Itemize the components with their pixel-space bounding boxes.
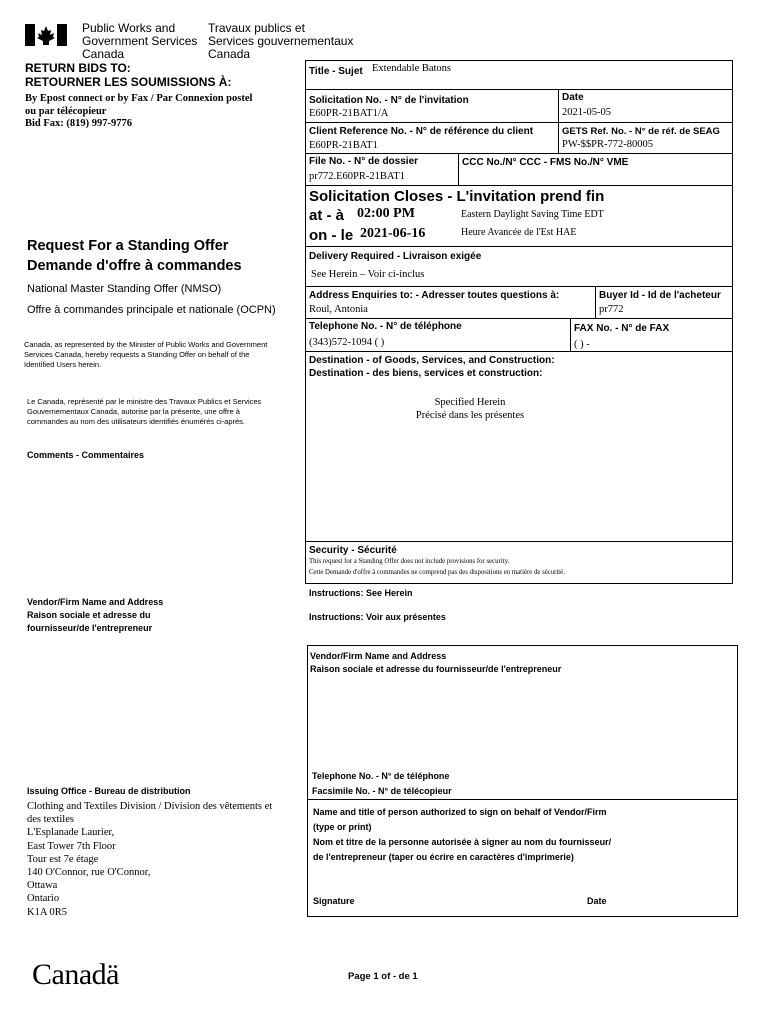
page-number: Page 1 of - de 1 <box>348 971 418 982</box>
closing-date-value: 2021-06-16 <box>360 226 426 241</box>
ccc-number-label: CCC No./N° CCC - FMS No./N° VME <box>462 157 629 168</box>
date-label: Date <box>562 92 584 103</box>
instructions-en: Instructions: See Herein <box>309 588 413 598</box>
security-text-en: This request for a Standing Offer does not include provisions for security. <box>309 558 510 565</box>
vendor-firm-label: Vendor/Firm Name and Address <box>310 651 447 661</box>
vendor-telephone-label: Telephone No. - N° de téléphone <box>312 771 450 781</box>
fax-value: ( ) - <box>574 339 590 350</box>
timezone-fr: Heure Avancée de l'Est HAE <box>461 227 577 238</box>
instructions-fr: Instructions: Voir aux présentes <box>309 612 446 622</box>
comments-label: Comments - Commentaires <box>27 450 145 460</box>
nmso-label: National Master Standing Offer (NMSO) <box>27 283 222 295</box>
on-label: on - le <box>309 227 354 244</box>
gets-reference-label: GETS Ref. No. - N° de réf. de SEAG <box>562 126 720 137</box>
solicitation-number-value: E60PR-21BAT1/A <box>309 108 389 119</box>
return-bids-instructions: By Epost connect or by Fax / Par Connexion postel ou par télécopieur Bid Fax: (819) 997-9776 <box>25 93 253 129</box>
title-value: Extendable Batons <box>372 63 452 74</box>
solicitation-number-label: Solicitation No. - N° de l'invitation <box>309 95 469 106</box>
vendor-firm-label-left: Vendor/Firm Name and Address Raison sociale et adresse du fournisseur/de l'entrepreneur <box>27 597 164 633</box>
destination-value: Specified Herein Précisé dans les présentes <box>415 397 525 421</box>
address-enquiries-label: Address Enquiries to: - Adresser toutes questions à: <box>309 290 560 301</box>
solicitation-closes-heading: Solicitation Closes - L'invitation prend fin <box>309 188 605 205</box>
request-paragraph-fr: Le Canada, représenté par le ministre des Travaux Publics et Services Gouvernementaux Canada, autorise par la présente, une offre à commandes au nom des utilisateurs identifiés énumérés ci-après. <box>27 397 262 426</box>
buyer-id-value: pr772 <box>599 304 624 315</box>
department-name-en: Public Works and Government Services Canada <box>82 21 198 61</box>
client-reference-value: E60PR-21BAT1 <box>309 140 378 151</box>
issuing-office-address: Clothing and Textiles Division / Division des vêtements et des textiles L'Esplanade Laurier, East Tower 7th Floor Tour est 7e étage 140 O'Connor, rue O'Connor, Ottawa Ontario K1A 0R5 <box>27 801 273 918</box>
buyer-id-label: Buyer Id - Id de l'acheteur <box>599 290 721 301</box>
vendor-facsimile-label: Facsimile No. - N° de télécopieur <box>312 786 452 796</box>
closing-time-value: 02:00 PM <box>357 206 415 221</box>
canada-flag-icon <box>25 24 67 46</box>
delivery-required-value: See Herein – Voir ci-inclus <box>311 269 425 280</box>
date-value: 2021-05-05 <box>562 107 611 118</box>
address-enquiries-value: Roul, Antonia <box>309 304 368 315</box>
return-bids-heading: RETURN BIDS TO: RETOURNER LES SOUMISSIONS À: <box>25 61 232 89</box>
destination-label-en: Destination - of Goods, Services, and Construction: <box>309 355 555 366</box>
client-reference-label: Client Reference No. - N° de référence du client <box>309 126 534 137</box>
file-number-value: pr772.E60PR-21BAT1 <box>309 171 405 182</box>
vendor-firm-box <box>307 645 738 917</box>
security-label: Security - Sécurité <box>309 545 397 556</box>
ocpn-label: Offre à commandes principale et nationale (OCPN) <box>27 304 276 316</box>
at-label: at - à <box>309 207 345 224</box>
vendor-firm-label-fr: Raison sociale et adresse du fournisseur/de l'entrepreneur <box>310 664 562 674</box>
gets-reference-value: PW-$$PR-772-80005 <box>562 139 654 150</box>
department-name-fr: Travaux publics et Services gouvernementaux Canada <box>208 21 354 61</box>
signature-label: Signature <box>313 896 355 906</box>
fax-label: FAX No. - N° de FAX <box>574 323 670 334</box>
document-title: Request For a Standing Offer Demande d'offre à commandes <box>27 238 242 274</box>
file-number-label: File No. - N° de dossier <box>309 156 419 167</box>
title-label: Title - Sujet <box>309 66 363 77</box>
destination-label-fr: Destination - des biens, services et construction: <box>309 368 543 379</box>
request-paragraph-en: Canada, as represented by the Minister of Public Works and Government Services Canada, hereby requests a Standing Offer on behalf of the Identified Users herein. <box>24 340 268 369</box>
authorized-signer-label: Name and title of person authorized to sign on behalf of Vendor/Firm (type or print) Nom et titre de la personne autorisée à signer au nom du fournisseur/ de l'entrepreneur (taper ou écrire en caractères d'imprimerie) <box>313 807 612 862</box>
security-text-fr: Cette Demande d'offre à commandes ne comprend pas des dispositions en matière de sécurité. <box>309 569 565 576</box>
issuing-office-label: Issuing Office - Bureau de distribution <box>27 786 191 796</box>
canada-wordmark: Canadä <box>32 958 119 991</box>
timezone-en: Eastern Daylight Saving Time EDT <box>461 209 604 220</box>
signature-date-label: Date <box>587 896 607 906</box>
telephone-label: Telephone No. - N° de téléphone <box>309 321 462 332</box>
delivery-required-label: Delivery Required - Livraison exigée <box>309 251 482 262</box>
telephone-value: (343)572-1094 ( ) <box>309 337 385 348</box>
